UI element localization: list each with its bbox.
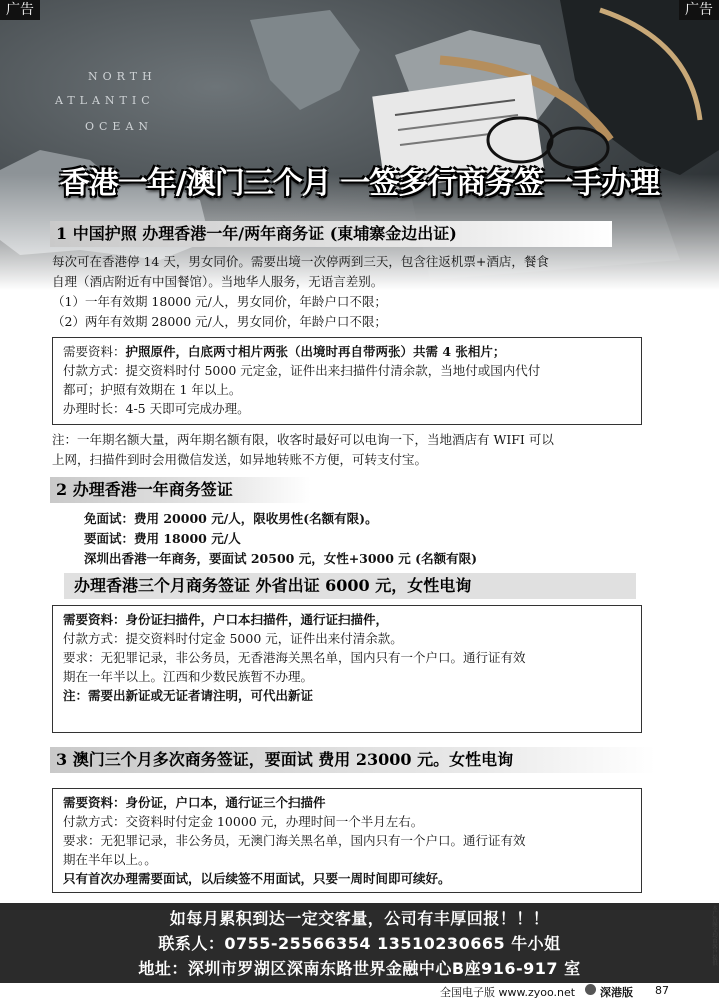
price-line: 要面试：费用 18000 元/人 [84, 531, 241, 546]
ad-tag-left: 广告 [0, 0, 40, 20]
price-line: 深圳出香港一年商务，要面试 20500 元，女性+3000 元 (名额有限) [84, 551, 477, 566]
section1-box-line: 办理时长：4-5 天即可完成办理。 [63, 401, 250, 416]
section3-heading: 3 澳门三个月多次商务签证，要面试 费用 23000 元。女性电询 [50, 747, 656, 773]
section3-box-line: 要求：无犯罪记录，非公务员，无澳门海关黑名单，国内只有一个户口。通行证有效 [63, 833, 526, 848]
section1-box-line: 都可；护照有效期在 1 年以上。 [63, 382, 242, 397]
section2-box-line: 需要资料：身份证扫描件，户口本扫描件，通行证扫描件， [63, 612, 389, 627]
note-line: 上网，扫描件到时会用微信发送，如异地转账不方便，可转支付宝。 [52, 452, 428, 467]
contact-footer [0, 903, 719, 983]
ad-tag-right: 广告 [679, 0, 719, 20]
footer-contact: 联系人：0755-25566354 13510230665 牛小姐 [158, 934, 561, 953]
section3-box-line: 需要资料：身份证，户口本，通行证三个扫描件 [63, 795, 326, 810]
section1-line: 每次可在香港停 14 天，男女同价。需要出境一次停两到三天，包含往返机票+酒店，餐食 [52, 254, 549, 269]
required-docs-value: 护照原件，白底两寸相片两张（出境时再自带两张）共需 4 张相片； [125, 344, 506, 359]
section1-heading: 1 中国护照 办理香港一年/两年商务证 (東埔寨金边出证) [50, 221, 612, 247]
page-number: 87 [655, 984, 669, 997]
price-line: 免面试：费用 20000 元/人，限收男性(名额有限)。 [84, 511, 378, 526]
section3-box-line: 期在半年以上。。 [63, 852, 157, 867]
section2-box-line: 付款方式：提交资料时付定金 5000 元，证件出来付清余款。 [63, 631, 403, 646]
vertical-disclaimer: 本广告图文均由客户提供 [711, 905, 717, 966]
section1-box-line: 付款方式：提交资料时付 5000 元定金，证件出来扫描件付清余款，当地付或国内代付 [63, 363, 541, 378]
required-docs-label: 需要资料： [63, 344, 126, 359]
section1-body [52, 252, 682, 332]
section2-heading: 2 办理香港一年商务签证 [50, 477, 311, 503]
logo-icon [585, 984, 596, 995]
section1-line: 自理（酒店附近有中国餐馆）。当地华人服务，无语言差别。 [52, 274, 384, 289]
section1-note [52, 430, 682, 470]
footer-promo: 如每月累积到达一定交客量，公司有丰厚回报！！！ [169, 909, 550, 928]
site-url: 全国电子版 www.zyoo.net [440, 986, 576, 999]
note-line: 注：一年期名额大量，两年期名额有限，收客时最好可以电询一下，当地酒店有 WIFI 可以 [52, 432, 554, 447]
section1-line: （1）一年有效期 18000 元/人，男女同价，年龄户口不限； [52, 294, 387, 309]
section3-box-note: 只有首次办理需要面试，以后续签不用面试，只要一周时间即可续好。 [63, 871, 451, 886]
footer-address: 地址：深圳市罗湖区深南东路世界金融中心B座916-917 室 [138, 959, 581, 978]
edition-label: 深港版 [600, 986, 633, 999]
section1-line: （2）两年有效期 28000 元/人，男女同价，年龄户口不限； [52, 314, 387, 329]
section2-info-box [52, 605, 642, 733]
page-title: 香港一年/澳门三个月 一签多行商务签一手办理 [59, 166, 660, 201]
section3-info-box [52, 788, 642, 893]
section1-info-box [52, 337, 642, 425]
section2-subheading: 办理香港三个月商务签证 外省出证 6000 元，女性电询 [64, 573, 636, 599]
section2-box-line: 期在一年半以上。江西和少数民族暂不办理。 [63, 669, 314, 684]
section3-box-line: 付款方式：交资料时付定金 10000 元，办理时间一个半月左右。 [63, 814, 424, 829]
section2-box-note: 注：需要出新证或无证者请注明，可代出新证 [63, 688, 314, 703]
page-footer [0, 983, 719, 1000]
section2-prices [84, 509, 644, 569]
section2-box-line: 要求：无犯罪记录，非公务员，无香港海关黑名单，国内只有一个户口。通行证有效 [63, 650, 526, 665]
